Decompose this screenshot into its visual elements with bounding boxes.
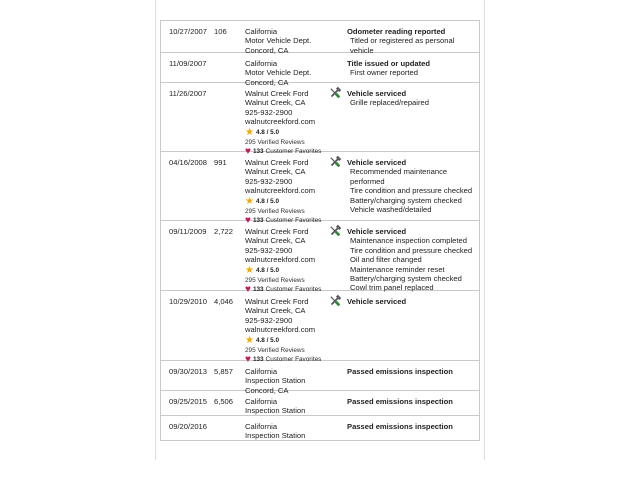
event-detail: Tire condition and pressure checked	[350, 186, 473, 196]
odometer-reading: 6,506	[214, 397, 234, 406]
event-block	[347, 297, 406, 306]
event-title: Vehicle serviced	[347, 297, 407, 306]
odometer-reading: 106	[214, 27, 227, 36]
wrench-screwdriver-icon	[328, 155, 342, 169]
record-date: 09/25/2015	[169, 397, 208, 406]
vehicle-history-table	[160, 20, 480, 441]
source-line: California	[245, 422, 278, 431]
source-line: Walnut Creek, CA	[245, 306, 306, 316]
favorites-count: 133	[252, 147, 264, 155]
event-block	[347, 397, 453, 406]
dealer-rating	[245, 197, 321, 207]
history-row	[161, 291, 479, 365]
star-icon: ★	[245, 334, 254, 346]
verified-reviews: 295 Verified Reviews	[245, 138, 305, 146]
source-line: Walnut Creek, CA	[245, 98, 306, 108]
source-block	[245, 227, 321, 295]
heart-icon: ♥	[245, 214, 251, 226]
event-title: Odometer reading reported	[347, 27, 446, 36]
record-date: 11/26/2007	[169, 89, 207, 98]
rating-score: 4.8 / 5.0	[255, 336, 280, 344]
source-block	[245, 89, 321, 157]
favorites-count: 133	[252, 285, 264, 293]
source-line: walnutcreekford.com	[245, 186, 316, 196]
event-title: Vehicle serviced	[347, 158, 407, 167]
source-block	[245, 422, 305, 441]
event-block	[347, 27, 454, 55]
wrench-screwdriver-icon	[328, 86, 342, 100]
source-line: Walnut Creek Ford	[245, 297, 309, 306]
history-row	[161, 221, 479, 295]
event-title: Vehicle serviced	[347, 89, 407, 98]
record-date: 11/09/2007	[169, 59, 207, 68]
favorites-count: 133	[252, 355, 264, 363]
event-detail: Vehicle washed/detailed	[350, 205, 432, 215]
record-date: 10/27/2007	[169, 27, 208, 36]
source-line: Concord, CA	[245, 77, 289, 87]
rating-score: 4.8 / 5.0	[255, 266, 280, 274]
favorites-label: Customer Favorites	[265, 355, 322, 363]
source-line: walnutcreekford.com	[245, 325, 316, 335]
history-row	[161, 416, 479, 441]
source-line: Motor Vehicle Dept.	[245, 36, 312, 46]
source-line: Concord, CA	[245, 385, 289, 395]
star-icon: ★	[245, 264, 254, 276]
record-date: 09/30/2013	[169, 367, 208, 376]
event-block	[347, 158, 472, 214]
source-line: California	[245, 367, 278, 376]
verified-reviews: 295 Verified Reviews	[245, 207, 305, 215]
event-block	[347, 89, 429, 108]
source-line: California	[245, 27, 278, 36]
record-date: 09/20/2016	[169, 422, 208, 431]
source-line: California	[245, 397, 278, 406]
favorites-label: Customer Favorites	[265, 285, 322, 293]
star-icon: ★	[245, 195, 254, 207]
source-line: Walnut Creek Ford	[245, 158, 309, 167]
source-block	[245, 397, 305, 416]
source-line: Concord, CA	[245, 45, 289, 55]
record-date: 09/11/2009	[169, 227, 207, 236]
event-block	[347, 422, 453, 431]
heart-icon: ♥	[245, 283, 251, 295]
history-row	[161, 53, 479, 87]
event-title: Passed emissions inspection	[347, 367, 453, 376]
star-icon: ★	[245, 126, 254, 138]
source-line: Walnut Creek Ford	[245, 227, 309, 236]
heart-icon: ♥	[245, 145, 251, 157]
event-detail: Battery/charging system checked	[350, 274, 462, 284]
source-line: Inspection Station	[245, 431, 306, 441]
event-detail: Cowl trim panel replaced	[350, 283, 434, 293]
source-line: walnutcreekford.com	[245, 117, 316, 127]
event-detail: Tire condition and pressure checked	[350, 245, 473, 255]
odometer-reading: 5,857	[214, 367, 234, 376]
source-line: Walnut Creek, CA	[245, 236, 306, 246]
event-detail: Maintenance inspection completed	[350, 236, 467, 246]
verified-reviews: 295 Verified Reviews	[245, 346, 305, 354]
source-block	[245, 27, 311, 55]
event-detail: First owner reported	[350, 68, 418, 78]
event-block	[347, 59, 430, 78]
source-line: Walnut Creek, CA	[245, 167, 306, 177]
odometer-reading: 4,046	[214, 297, 234, 306]
dealer-rating	[245, 128, 321, 138]
event-block	[347, 367, 453, 376]
source-line: Inspection Station	[245, 406, 306, 416]
rating-score: 4.8 / 5.0	[255, 197, 280, 205]
history-row	[161, 83, 479, 157]
source-line: California	[245, 59, 278, 68]
history-row	[161, 361, 479, 395]
wrench-screwdriver-icon	[328, 224, 342, 238]
event-title: Passed emissions inspection	[347, 422, 453, 431]
source-line: Walnut Creek Ford	[245, 89, 309, 98]
event-title: Passed emissions inspection	[347, 397, 453, 406]
favorites-count: 133	[252, 216, 264, 224]
event-block	[347, 227, 472, 293]
source-line: 925-932-2900	[245, 315, 293, 325]
favorites-label: Customer Favorites	[265, 147, 322, 155]
history-row	[161, 21, 479, 53]
odometer-reading: 2,722	[214, 227, 234, 236]
event-detail: Battery/charging system checked	[350, 195, 462, 205]
source-line: 925-932-2900	[245, 245, 293, 255]
history-row	[161, 391, 479, 416]
record-date: 10/29/2010	[169, 297, 208, 306]
odometer-reading: 991	[214, 158, 227, 167]
source-block	[245, 158, 321, 226]
source-line: Motor Vehicle Dept.	[245, 68, 312, 78]
event-detail: Maintenance reminder reset	[350, 264, 445, 274]
rating-score: 4.8 / 5.0	[255, 128, 280, 136]
verified-reviews: 295 Verified Reviews	[245, 276, 305, 284]
source-line: 925-932-2900	[245, 107, 293, 117]
event-detail: Recommended maintenance	[350, 167, 448, 177]
event-detail: Oil and filter changed	[350, 255, 422, 265]
event-detail: Grille replaced/repaired	[350, 98, 429, 108]
dealer-rating	[245, 266, 321, 276]
dealer-rating	[245, 336, 321, 346]
source-line: walnutcreekford.com	[245, 255, 316, 265]
record-date: 04/16/2008	[169, 158, 208, 167]
event-detail: vehicle	[350, 45, 374, 55]
event-detail: Titled or registered as personal	[350, 36, 455, 46]
history-row	[161, 152, 479, 226]
event-title: Title issued or updated	[347, 59, 430, 68]
heart-icon: ♥	[245, 353, 251, 365]
event-detail: performed	[350, 176, 385, 186]
favorites-label: Customer Favorites	[265, 216, 322, 224]
event-title: Vehicle serviced	[347, 227, 407, 236]
source-line: 925-932-2900	[245, 176, 293, 186]
wrench-screwdriver-icon	[328, 294, 342, 308]
source-block	[245, 297, 321, 365]
source-line: Inspection Station	[245, 376, 306, 386]
